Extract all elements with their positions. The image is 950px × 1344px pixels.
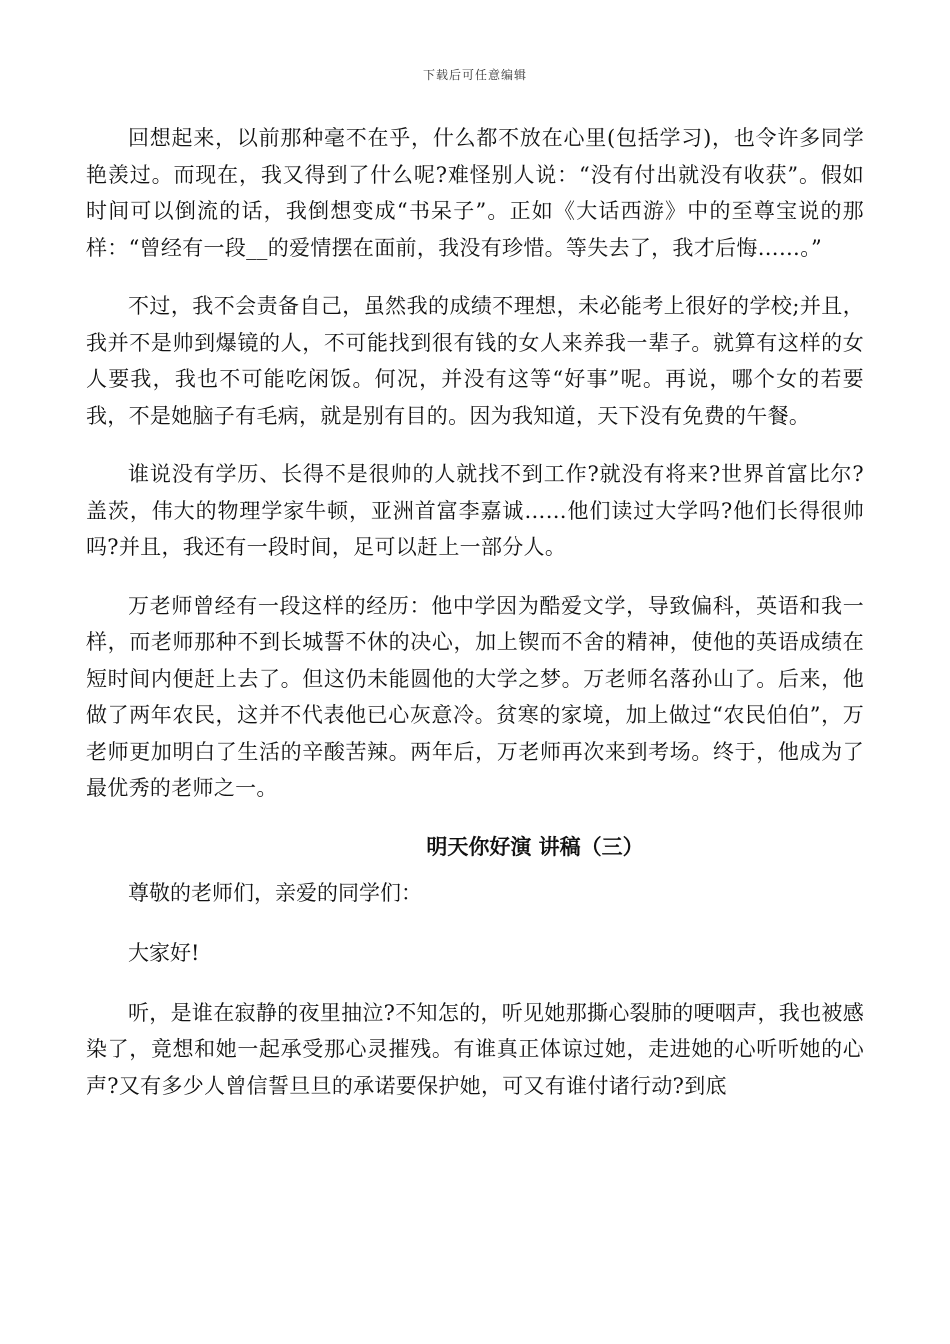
section-title: 明天你好演 讲稿（三） <box>426 833 644 859</box>
paragraph-5: 听，是谁在寂静的夜里抽泣?不知怎的，听见她那撕心裂肺的哽咽声，我也被感染了，竟想和她一起承受那心灵摧残。有谁真正体谅过她，走进她的心听听她的心声?又有多少人曾信誓旦旦的承诺要保护她，可又有谁付诸行动?到底 <box>86 1000 864 1098</box>
paragraph-3: 谁说没有学历、长得不是很帅的人就找不到工作?就没有将来?世界首富比尔?盖茨，伟大的物理学家牛顿，亚洲首富李嘉诚……他们读过大学吗?他们长得很帅吗?并且，我还有一段时间，足可以赶上一部分人。 <box>86 462 864 559</box>
greeting: 大家好! <box>128 940 200 965</box>
page-header: 下载后可任意编辑 <box>422 68 527 82</box>
paragraph-4: 万老师曾经有一段这样的经历：他中学因为酷爱文学，导致偏科，英语和我一样，而老师那种不到长城誓不休的决心，加上锲而不舍的精神，使他的英语成绩在短时间内便赶上去了。但这仍未能圆他的大学之梦。万老师名落孙山了。后来，他做了两年农民，这并不代表他已心灰意冷。贫寒的家境，加上做过“农民伯伯”，万老师更加明白了生活的辛酸苦辣。两年后，万老师再次来到考场。终于，他成为了最优秀的老师之一。 <box>86 593 864 800</box>
document-body <box>86 120 864 1126</box>
paragraph-1: 回想起来，以前那种毫不在乎，什么都不放在心里(包括学习)，也令许多同学艳羡过。而现在，我又得到了什么呢?难怪别人说：“没有付出就没有收获”。假如时间可以倒流的话，我倒想变成“书呆子”。正如《大话西游》中的至尊宝说的那样：“曾经有一段__的爱情摆在面前，我没有珍惜。等失去了，我才后悔……。” <box>86 126 864 260</box>
paragraph-2: 不过，我不会责备自己，虽然我的成绩不理想，未必能考上很好的学校;并且，我并不是帅到爆镜的人，不可能找到很有钱的女人来养我一辈子。就算有这样的女人要我，我也不可能吃闲饭。何况，并没有这等“好事”呢。再说，哪个女的若要我，不是她脑子有毛病，就是别有目的。因为我知道，天下没有免费的午餐。 <box>86 294 864 428</box>
salutation: 尊敬的老师们，亲爱的同学们： <box>128 880 422 905</box>
